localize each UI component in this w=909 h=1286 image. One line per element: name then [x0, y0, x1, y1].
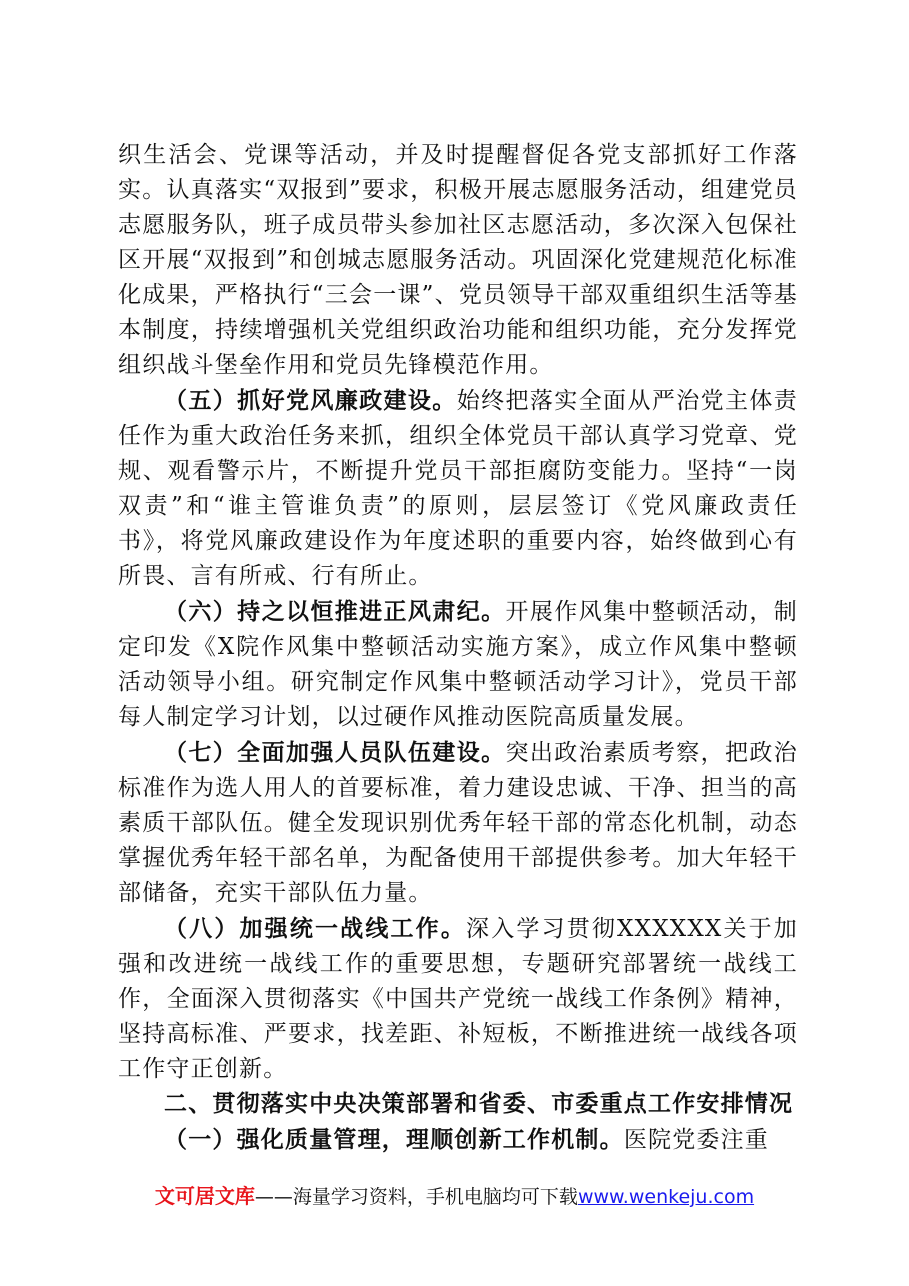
- section-heading: 二、贯彻落实中央决策部署和省委、市委重点工作安排情况: [164, 1091, 794, 1117]
- paragraph-party-conduct: [118, 383, 798, 594]
- paragraph-text: 深入学习贯彻XXXXXX关于加强和改进统一战线工作的重要思想，专题研究部署统一战线工作，全面深入贯彻落实《中国共产党统一战线工作条例》精神，坚持高标准、严要求，找差距、补短板，不断推进统一战线各项工作守正创新。: [118, 916, 798, 1082]
- paragraph-text: 织生活会、党课等活动，并及时提醒督促各党支部抓好工作落实。认真落实“双报到”要求，积极开展志愿服务活动，组建党员志愿服务队，班子成员带头参加社区志愿活动，多次深入包保社区开展“双报到”和创城志愿服务活动。巩固深化党建规范化标准化成果，严格执行“三会一课”、党员领导干部双重组织生活等基本制度，持续增强机关党组织政治功能和组织功能，充分发挥党组织战斗堡垒作用和党员先锋模范作用。: [118, 142, 798, 378]
- paragraph-text: 突出政治素质考察，把政治标准作为选人用人的首要标准，着力建设忠诚、干净、担当的高素质干部队伍。健全发现识别优秀年轻干部的常态化机制，动态掌握优秀年轻干部名单，为配备使用干部提供参考。加大年轻干部储备，充实干部队伍力量。: [118, 740, 798, 906]
- paragraph-quality-management: [118, 1122, 798, 1158]
- document-body: [118, 138, 798, 1158]
- footer-banner: [0, 1183, 909, 1210]
- paragraph-personnel: [118, 735, 798, 911]
- paragraph-text: 始终把落实全面从严治党主体责任作为重大政治任务来抓，组织全体党员干部认真学习党章、党规、观看警示片，不断提升党员干部拒腐防变能力。坚持“一岗双责”和“谁主管谁负责”的原则，层层签订《党风廉政责任书》，将党风廉政建设作为年度述职的重要内容，始终做到心有所畏、言有所戒、行有所止。: [118, 388, 798, 589]
- paragraph-continuation: [118, 138, 798, 383]
- paragraph-text: 医院党委注重: [623, 1127, 770, 1153]
- paragraph-lead: （一）强化质量管理，理顺创新工作机制。: [164, 1126, 624, 1153]
- paragraph-text: 开展作风集中整顿活动，制定印发《X院作风集中整顿活动实施方案》，成立作风集中整顿活动领导小组。研究制定作风集中整顿活动学习计》，党员干部每人制定学习计划，以过硬作风推动医院高质量发展。: [118, 599, 798, 730]
- paragraph-lead: （八）加强统一战线工作。: [164, 915, 467, 942]
- footer-url-link[interactable]: www.wenkeju.com: [577, 1186, 755, 1208]
- paragraph-lead: （六）持之以恒推进正风肃纪。: [164, 598, 506, 625]
- paragraph-lead: （七）全面加强人员队伍建设。: [164, 739, 506, 766]
- paragraph-united-front: [118, 911, 798, 1087]
- footer-brand: 文可居文库: [154, 1184, 255, 1208]
- paragraph-lead: （五）抓好党风廉政建设。: [164, 387, 457, 414]
- footer-tagline: ——海量学习资料，手机电脑均可下载: [254, 1186, 578, 1208]
- paragraph-discipline: [118, 594, 798, 735]
